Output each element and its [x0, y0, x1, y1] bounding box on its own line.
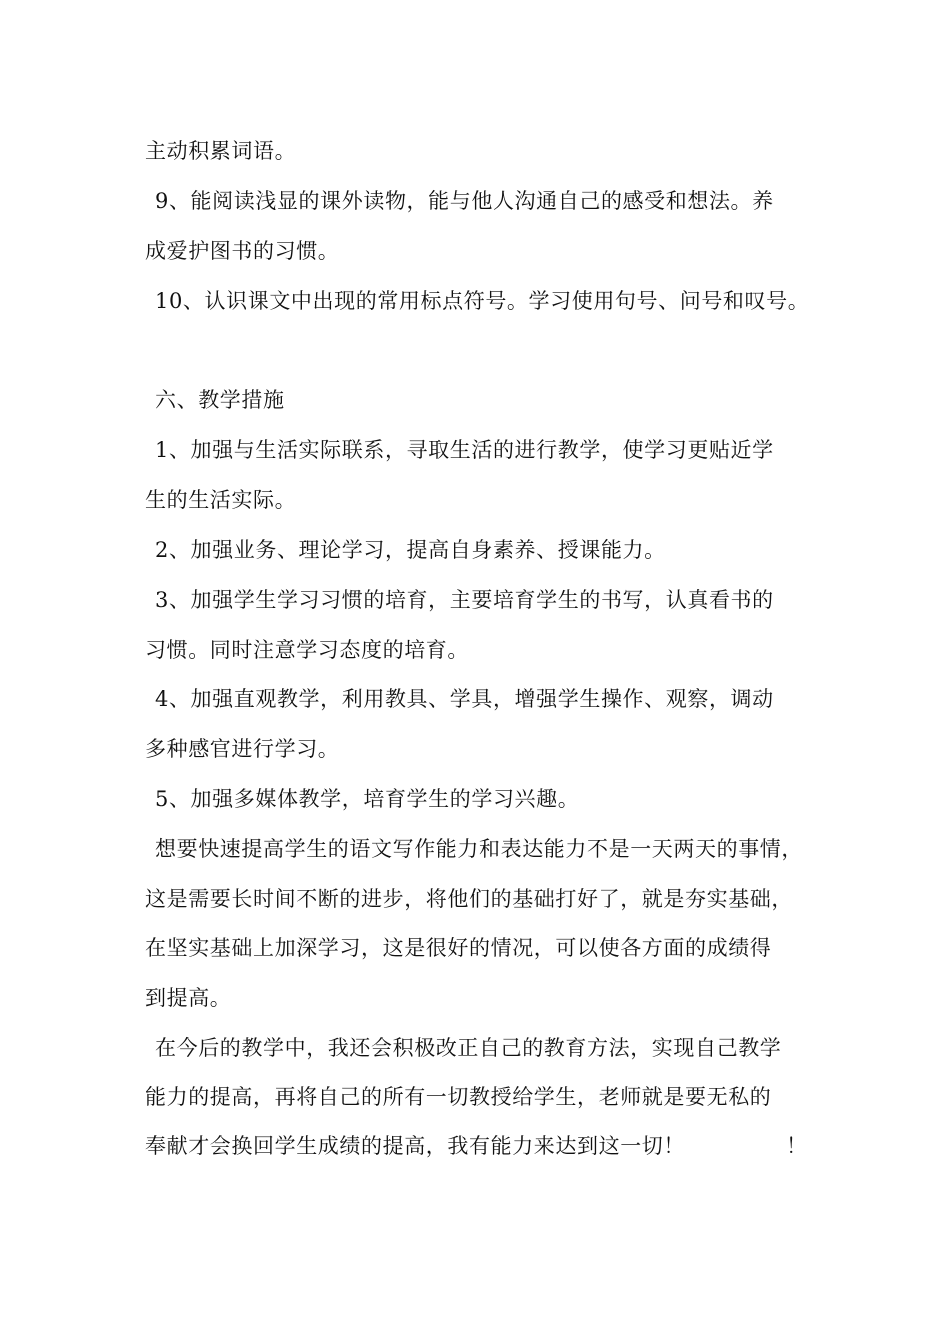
text-line: 到提高。 [145, 986, 232, 1010]
text-line: 在坚实基础上加深学习，这是很好的情况，可以使各方面的成绩得 [145, 936, 772, 960]
text-line: 成爱护图书的习惯。 [145, 239, 340, 263]
text-line: 在今后的教学中，我还会积极改正自己的教育方法，实现自己教学 [155, 1036, 782, 1060]
text-line: 生的生活实际。 [145, 488, 297, 512]
text-line: 9、能阅读浅显的课外读物，能与他人沟通自己的感受和想法。养 [155, 189, 774, 213]
text-line: 想要快速提高学生的语文写作能力和表达能力不是一天两天的事情， [155, 837, 803, 861]
text-line: 2、加强业务、理论学习，提高自身素养、授课能力。 [155, 538, 666, 562]
trailing-exclamation: ！ [786, 1134, 807, 1158]
text-line: 主动积累词语。 [145, 139, 297, 163]
text-line: 能力的提高，再将自己的所有一切教授给学生，老师就是要无私的 [145, 1085, 772, 1109]
text-line: 4、加强直观教学，利用教具、学具，增强学生操作、观察，调动 [155, 687, 774, 711]
text-line: 习惯。同时注意学习态度的培育。 [145, 638, 469, 662]
text-line: 5、加强多媒体教学，培育学生的学习兴趣。 [155, 787, 580, 811]
text-line: 1、加强与生活实际联系，寻取生活的进行教学，使学习更贴近学 [155, 438, 774, 462]
text-line: 这是需要长时间不断的进步，将他们的基础打好了，就是夯实基础， [145, 887, 793, 911]
section-heading: 六、教学措施 [155, 388, 285, 412]
text-line: 奉献才会换回学生成绩的提高，我有能力来达到这一切！ [145, 1134, 685, 1158]
text-line: 3、加强学生学习习惯的培育，主要培育学生的书写，认真看书的 [155, 588, 774, 612]
text-line: 多种感官进行学习。 [145, 737, 340, 761]
text-line: 10、认识课文中出现的常用标点符号。学习使用句号、问号和叹号。 [155, 289, 810, 313]
